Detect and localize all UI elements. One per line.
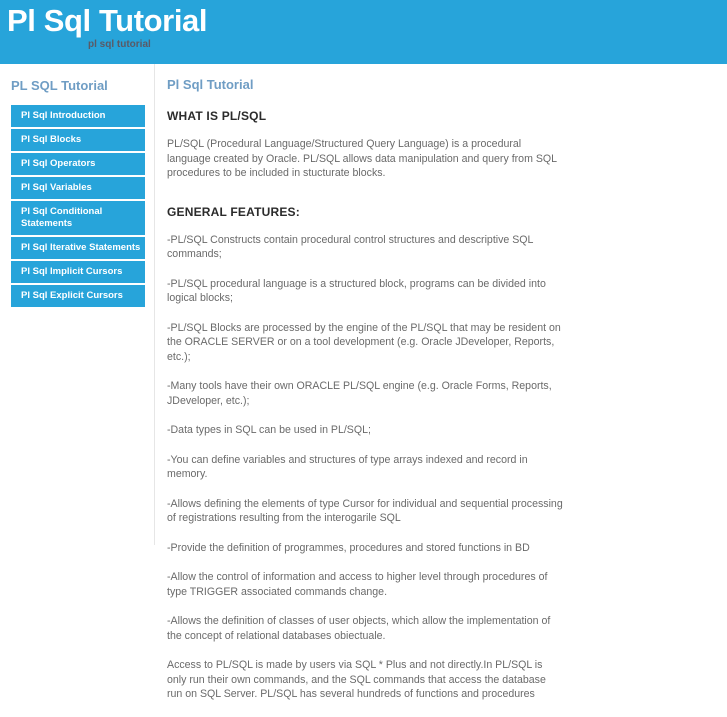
feature-paragraph: -PL/SQL Constructs contain procedural control structures and descriptive SQL commands; — [167, 233, 534, 260]
sidebar-item-pl-sql-variables[interactable] — [11, 177, 145, 201]
page-title: Pl Sql Tutorial — [167, 77, 254, 92]
page-body — [0, 64, 727, 700]
feature-paragraph: -Data types in SQL can be used in PL/SQL; — [167, 424, 371, 436]
feature-paragraph: -PL/SQL Blocks are processed by the engine of the PL/SQL that may be resident on the ORACLE SERVER or on a tool development (e.g. Oracle JDeveloper, Reports, etc.); — [167, 321, 561, 363]
sidebar-item-pl-sql-explicit-cursors[interactable] — [11, 285, 145, 307]
sidebar-heading: PL SQL Tutorial — [11, 78, 108, 93]
sidebar-nav — [11, 105, 145, 307]
sidebar-item-pl-sql-iterative-statements[interactable] — [11, 237, 145, 261]
sidebar-item-pl-sql-implicit-cursors[interactable] — [11, 261, 145, 285]
feature-paragraph: -Many tools have their own ORACLE PL/SQL engine (e.g. Oracle Forms, Reports, JDeveloper, etc.); — [167, 380, 552, 407]
sidebar-item-label: Pl Sql Operators — [21, 158, 96, 169]
sidebar-item-pl-sql-conditional-statements[interactable] — [11, 201, 145, 237]
sidebar-item-label: Pl Sql Iterative Statements — [21, 242, 141, 253]
sidebar-item-pl-sql-introduction[interactable] — [11, 105, 145, 129]
feature-paragraph: -Allows the definition of classes of user objects, which allow the implementation of the concept of relational databases obiectuale. — [167, 615, 551, 642]
feature-paragraph: -Provide the definition of programmes, procedures and stored functions in BD — [167, 541, 530, 554]
feature-paragraph: -Allow the control of information and access to higher level through procedures of type TRIGGER associated commands change. — [167, 571, 548, 598]
sidebar-item-label: Pl Sql Blocks — [21, 134, 82, 145]
sidebar-item-label: Pl Sql Implicit Cursors — [21, 266, 123, 277]
site-title: Pl Sql Tutorial — [7, 3, 208, 38]
section-heading-general-features: GENERAL FEATURES: — [167, 204, 300, 219]
section-heading-what-is-plsql: WHAT IS PL/SQL — [167, 109, 267, 123]
paragraph-what-is-plsql: PL/SQL (Procedural Language/Structured Query Language) is a procedural language created by Oracle. PL/SQL allows data manipulation and query from SQL procedures to be included in stucturate blocks. — [167, 138, 557, 179]
site-header — [0, 0, 727, 64]
feature-paragraph: -Allows defining the elements of type Cursor for individual and sequential processing of registrations resulting from the interogarile SQL — [167, 497, 563, 524]
sidebar-item-pl-sql-blocks[interactable] — [11, 129, 145, 153]
sidebar-item-label: Pl Sql Conditional Statements — [21, 206, 103, 229]
sidebar-item-pl-sql-operators[interactable] — [11, 153, 145, 177]
sidebar-item-label: Pl Sql Introduction — [21, 110, 106, 121]
feature-paragraph: Access to PL/SQL is made by users via SQL * Plus and not directly.In PL/SQL is only run their own commands, and the SQL commands that access the database run on SQL Server. PL/SQL has several hundreds of functions and procedures — [167, 659, 546, 700]
sidebar-item-label: Pl Sql Explicit Cursors — [21, 290, 123, 301]
main-content — [167, 64, 563, 717]
feature-paragraph: -PL/SQL procedural language is a structured block, programs can be divided into logical blocks; — [167, 277, 546, 304]
sidebar-item-label: Pl Sql Variables — [21, 182, 92, 193]
feature-paragraph: -You can define variables and structures of type arrays indexed and record in memory. — [167, 453, 528, 480]
site-subtitle: pl sql tutorial — [88, 39, 151, 50]
sidebar — [0, 64, 155, 545]
